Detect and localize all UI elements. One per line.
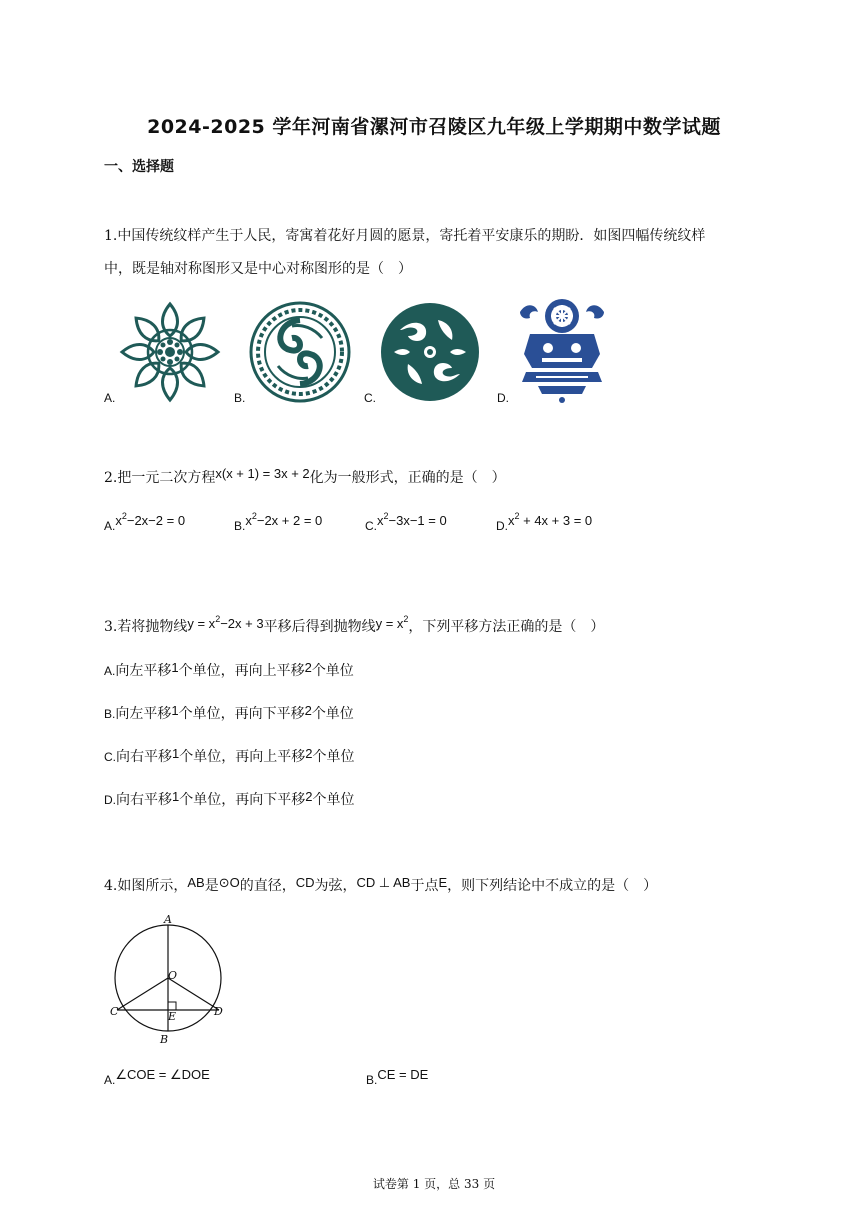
option-label: C.: [365, 519, 377, 533]
q1-option-a-label: A.: [104, 391, 116, 405]
q3-option-d[interactable]: [104, 790, 354, 810]
option-num: 2: [305, 746, 313, 761]
q1-option-c-label: C.: [364, 391, 376, 405]
circle-geometry-figure: [106, 912, 230, 1048]
q3-eq1: y = x: [187, 616, 216, 631]
q3-eq1-exp: 2: [215, 614, 221, 624]
q3-option-b[interactable]: [104, 704, 354, 724]
q4-math: E: [438, 875, 448, 890]
q4-text: 为弦，: [314, 878, 357, 894]
option-num: 2: [305, 789, 313, 804]
q3-eq2: y = x: [375, 616, 404, 631]
point-label-b: B: [160, 1033, 169, 1046]
option-equation: CE = DE: [377, 1067, 429, 1082]
q3-option-a[interactable]: [104, 661, 354, 681]
pattern-a-lotus-image[interactable]: [118, 300, 222, 404]
q4-text: 的直径，: [239, 878, 296, 894]
option-text: 向右平移: [116, 792, 172, 808]
option-text: 个单位: [311, 663, 354, 679]
point-label-d: D: [214, 1005, 223, 1018]
option-num: 1: [171, 660, 179, 675]
option-text: 个单位，再向下平移: [179, 792, 306, 808]
q4-stem: [104, 876, 657, 896]
point-label-c: C: [110, 1005, 119, 1018]
point-label-o: O: [168, 969, 178, 982]
q2-stem: [104, 468, 506, 488]
option-exponent: 2: [383, 511, 389, 521]
option-label: D.: [496, 519, 508, 533]
option-text: 个单位，再向上平移: [179, 749, 306, 765]
option-term: x: [245, 513, 252, 528]
point-label-a: A: [164, 913, 172, 926]
section-heading: 一、选择题: [104, 159, 174, 175]
q3-prefix: 3.若将抛物线: [104, 619, 188, 635]
option-label: D.: [104, 793, 116, 807]
option-rest: −2x−2 = 0: [126, 513, 186, 528]
option-equation: ∠COE = ∠DOE: [115, 1067, 210, 1082]
option-label: A.: [104, 519, 116, 533]
q4-math: CD: [295, 875, 315, 890]
q3-option-c[interactable]: [104, 747, 354, 767]
q3-suffix: ，下列平移方法正确的是（ ）: [408, 619, 605, 635]
q3-stem: [104, 614, 605, 637]
pattern-b-swirl-image[interactable]: [248, 300, 352, 404]
q2-option-a[interactable]: [104, 511, 186, 533]
option-text: 个单位: [312, 792, 355, 808]
page-footer: 试卷第 1 页，总 33 页: [372, 1177, 496, 1191]
option-text: 向左平移: [115, 663, 172, 679]
q4-text: 是: [204, 878, 219, 894]
option-text: 个单位: [312, 749, 355, 765]
q2-equation: x(x + 1) = 3x + 2: [215, 466, 310, 481]
option-exponent: 2: [514, 511, 520, 521]
q1-option-b-label: B.: [234, 391, 246, 405]
q1-line2: 中，既是轴对称图形又是中心对称图形的是（ ）: [104, 261, 412, 277]
option-term: x: [377, 513, 384, 528]
option-text: 向右平移: [116, 749, 172, 765]
q4-text: 于点: [410, 878, 439, 894]
option-label: A.: [104, 664, 116, 678]
option-rest: −2x + 2 = 0: [256, 513, 323, 528]
option-num: 1: [172, 789, 180, 804]
q2-suffix: 化为一般形式，正确的是（ ）: [309, 470, 506, 486]
q1-line1: 1.中国传统纹样产生于人民，寄寓着花好月圆的愿景，寄托着平安康乐的期盼．如图四幅传统纹样: [104, 228, 706, 244]
q2-prefix: 2.把一元二次方程: [104, 470, 216, 486]
q4-math: AB: [187, 875, 205, 890]
q1-option-d-label: D.: [497, 391, 509, 405]
q3-mid: 平移后得到抛物线: [263, 619, 376, 635]
option-label: A.: [104, 1073, 116, 1087]
q4-option-a[interactable]: [104, 1067, 210, 1088]
option-num: 2: [304, 660, 312, 675]
option-term: x: [508, 513, 515, 528]
q2-option-c[interactable]: [365, 511, 447, 533]
option-num: 1: [171, 703, 179, 718]
page-title: 2024-2025 学年河南省漯河市召陵区九年级上学期期中数学试题: [147, 116, 721, 138]
option-text: 个单位，再向下平移: [178, 706, 305, 722]
option-rest: + 4x + 3 = 0: [519, 513, 593, 528]
option-rest: −3x−1 = 0: [388, 513, 447, 528]
q3-eq1-rest: −2x + 3: [220, 616, 264, 631]
point-label-e: E: [168, 1010, 177, 1023]
option-label: B.: [234, 519, 246, 533]
option-text: 个单位: [311, 706, 354, 722]
option-exponent: 2: [121, 511, 127, 521]
option-term: x: [115, 513, 122, 528]
option-text: 向左平移: [115, 706, 172, 722]
q2-option-b[interactable]: [234, 511, 323, 533]
option-num: 1: [172, 746, 180, 761]
pattern-c-floral-image[interactable]: [378, 300, 482, 404]
q4-math: CD ⊥ AB: [356, 875, 411, 890]
pattern-d-beast-image[interactable]: [512, 294, 612, 404]
option-label: C.: [104, 750, 116, 764]
option-text: 个单位，再向上平移: [178, 663, 305, 679]
option-num: 2: [304, 703, 312, 718]
q4-option-b[interactable]: [366, 1067, 429, 1087]
q4-text: ，则下列结论中不成立的是（ ）: [447, 878, 658, 894]
q4-text: 4.如图所示，: [104, 878, 188, 894]
q3-eq2-exp: 2: [403, 614, 409, 624]
option-exponent: 2: [251, 511, 257, 521]
option-label: B.: [104, 707, 116, 721]
q2-option-d[interactable]: [496, 511, 593, 533]
q4-math: ⊙O: [218, 875, 240, 890]
option-label: B.: [366, 1073, 378, 1087]
